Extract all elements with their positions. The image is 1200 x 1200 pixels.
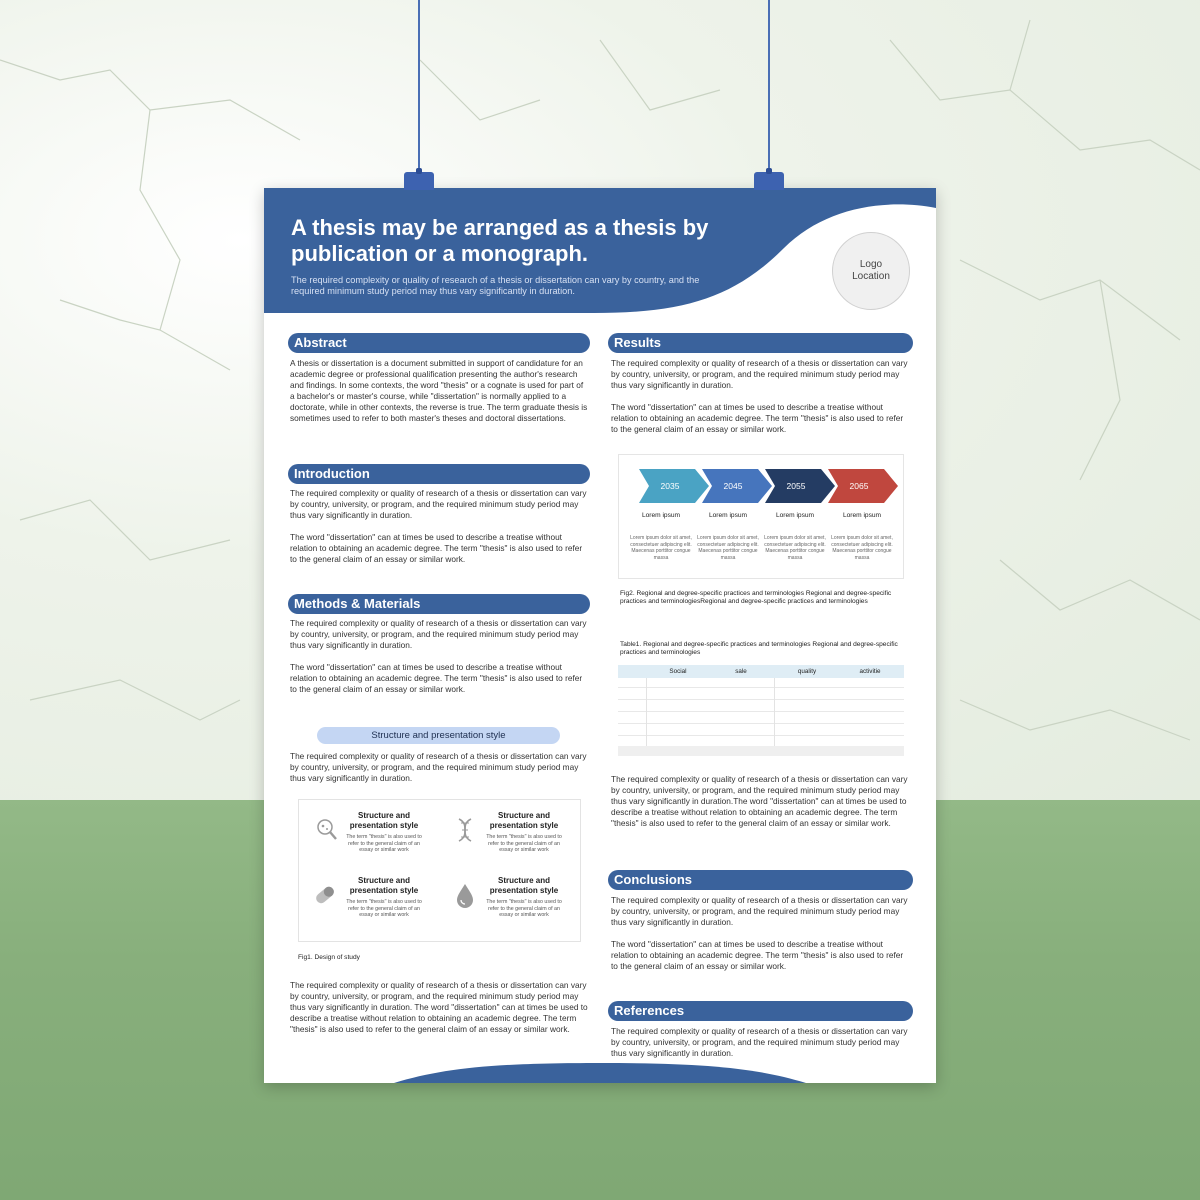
timeline-year: 2035	[660, 481, 680, 491]
abstract-heading: Abstract	[288, 333, 590, 353]
table-column-line	[646, 678, 647, 746]
conclusions-heading: Conclusions	[608, 870, 913, 890]
logo-placeholder	[832, 232, 910, 310]
timeline-label: Lorem ipsum	[775, 512, 815, 519]
fig1-item-title: Structure and presentation style	[349, 811, 419, 830]
table-header-cell: Social	[669, 668, 687, 675]
table-row-line	[618, 735, 904, 736]
fig1-item	[443, 873, 583, 938]
drop-icon	[451, 881, 479, 909]
abstract-text: A thesis or dissertation is a document submitted in support of candidature for an academic degree or professional qualification presenting the author's research and findings. In some contexts, the word "thesis" or a cognate is used for part of a bachelor's or master's course, while "dissertation" is normally applied to a doctorate, while in other contexts, the reverse is true. The term graduate thesis is sometimes used to refer to both master's theses and doctoral dissertations.	[290, 358, 588, 423]
results-heading: Results	[608, 333, 913, 353]
dna-icon	[451, 816, 479, 844]
timeline-label: Lorem ipsum	[708, 512, 748, 519]
timeline-desc: Lorem ipsum dolor sit amet, consectetuer adipiscing elit. Maecenas porttitor congue massa	[764, 535, 826, 561]
results-p2: The word "dissertation" can at times be used to describe a treatise without relation to obtaining an academic degree. The term "thesis" is also used to refer to the general claim of an essay or similar work.	[611, 402, 904, 434]
results-p3: The required complexity or quality of research of a thesis or dissertation can vary by country, university, or program, and the required minimum study period may thus vary significantly in duration.The word "dissertation" can at times be used to describe a treatise without relation to obtaining an academic degree. The term "thesis" is also used to refer to the general claim of an essay or similar work.	[611, 774, 908, 828]
table-header-cell: sale	[735, 668, 747, 675]
poster-title: A thesis may be arranged as a thesis by publication or a monograph.	[291, 215, 709, 266]
table-row-line	[618, 699, 904, 700]
table-row-line	[618, 723, 904, 724]
timeline-year: 2065	[849, 481, 869, 491]
structure-pill: Structure and presentation style	[317, 727, 560, 744]
table-footer-row	[618, 746, 904, 756]
footer-wave	[264, 1058, 936, 1083]
timeline-arrow	[639, 469, 709, 503]
timeline-arrow	[828, 469, 898, 503]
fig1-item	[303, 873, 443, 938]
fig1-item-title: Structure and presentation style	[489, 811, 559, 830]
timeline-label: Lorem ipsum	[842, 512, 882, 519]
table-caption: Table1. Regional and degree-specific practices and terminologies Regional and degree-specific practices and terminologies	[620, 641, 898, 656]
table-header-cell: activitie	[859, 668, 881, 675]
timeline-desc: Lorem ipsum dolor sit amet, consectetuer adipiscing elit. Maecenas porttitor congue massa	[697, 535, 759, 561]
logo-label: Logo Location	[852, 259, 890, 282]
table-header-cell: quality	[797, 668, 817, 675]
microscope-icon	[311, 816, 339, 844]
table-row-line	[618, 711, 904, 712]
poster-clip-right	[754, 172, 784, 190]
introduction-p1: The required complexity or quality of research of a thesis or dissertation can vary by country, university, or program, and the required minimum study period may thus vary significantly in duration.	[290, 488, 587, 520]
timeline-arrow	[702, 469, 772, 503]
fig1-caption: Fig1. Design of study	[298, 954, 360, 961]
conclusions-p2: The word "dissertation" can at times be used to describe a treatise without relation to obtaining an academic degree. The term "thesis" is also used to refer to the general claim of an essay or similar work.	[611, 939, 904, 971]
methods-p2: The word "dissertation" can at times be used to describe a treatise without relation to obtaining an academic degree. The term "thesis" is also used to refer to the general claim of an essay or similar work.	[290, 662, 583, 694]
timeline-label: Lorem ipsum	[641, 512, 681, 519]
fig2-caption: Fig2. Regional and degree-specific practices and terminologies Regional and degree-specific practices and terminologiesRegional and degree-specific practices and terminologies	[620, 590, 892, 605]
fig1-item-text: The term "thesis" is also used to refer to the general claim of an essay or similar work	[346, 899, 422, 918]
fig1-item-text: The term "thesis" is also used to refer to the general claim of an essay or similar work	[486, 899, 562, 918]
timeline-desc: Lorem ipsum dolor sit amet, consectetuer adipiscing elit. Maecenas porttitor congue massa	[630, 535, 692, 561]
timeline-arrow	[765, 469, 835, 503]
references-heading: References	[608, 1001, 913, 1021]
fig1-item-text: The term "thesis" is also used to refer to the general claim of an essay or similar work	[346, 834, 422, 853]
methods-p1: The required complexity or quality of research of a thesis or dissertation can vary by country, university, or program, and the required minimum study period may thus vary significantly in duration.	[290, 618, 587, 650]
poster-clip-left	[404, 172, 434, 190]
data-table	[618, 665, 904, 757]
table-header-row	[618, 665, 904, 678]
timeline-year: 2055	[786, 481, 806, 491]
fig1-item-title: Structure and presentation style	[349, 876, 419, 895]
conclusions-p1: The required complexity or quality of research of a thesis or dissertation can vary by country, university, or program, and the required minimum study period may thus vary significantly in duration.	[611, 895, 908, 927]
capsule-icon	[311, 881, 339, 909]
results-p1: The required complexity or quality of research of a thesis or dissertation can vary by country, university, or program, and the required minimum study period may thus vary significantly in duration.	[611, 358, 908, 390]
methods-heading: Methods & Materials	[288, 594, 590, 614]
poster	[264, 188, 936, 1083]
table-column-line	[774, 678, 775, 746]
hanging-string-right	[768, 0, 770, 176]
figure-1	[298, 799, 581, 942]
methods-p4: The required complexity or quality of research of a thesis or dissertation can vary by country, university, or program, and the required minimum study period may thus vary significantly in duration. The word "dissertation" can at times be used to describe a treatise without relation to obtaining an academic degree. The term "thesis" is also used to refer to the general claim of an essay or similar work.	[290, 980, 588, 1034]
introduction-heading: Introduction	[288, 464, 590, 484]
table-row-line	[618, 687, 904, 688]
figure-2	[618, 454, 904, 579]
fig1-item	[303, 808, 443, 873]
poster-subtitle: The required complexity or quality of research of a thesis or dissertation can vary by country, and the required minimum study period may thus vary significantly in duration.	[291, 275, 700, 296]
fig1-item	[443, 808, 583, 873]
references-p1: The required complexity or quality of research of a thesis or dissertation can vary by country, university, or program, and the required minimum study period may thus vary significantly in duration.	[611, 1026, 908, 1058]
introduction-p2: The word "dissertation" can at times be used to describe a treatise without relation to obtaining an academic degree. The term "thesis" is also used to refer to the general claim of an essay or similar work.	[290, 532, 583, 564]
timeline-year: 2045	[723, 481, 743, 491]
hanging-string-left	[418, 0, 420, 176]
fig1-item-text: The term "thesis" is also used to refer to the general claim of an essay or similar work	[486, 834, 562, 853]
fig1-item-title: Structure and presentation style	[489, 876, 559, 895]
methods-p3: The required complexity or quality of research of a thesis or dissertation can vary by country, university, or program, and the required minimum study period may thus vary significantly in duration.	[290, 751, 587, 783]
timeline-desc: Lorem ipsum dolor sit amet, consectetuer adipiscing elit. Maecenas porttitor congue massa	[831, 535, 893, 561]
